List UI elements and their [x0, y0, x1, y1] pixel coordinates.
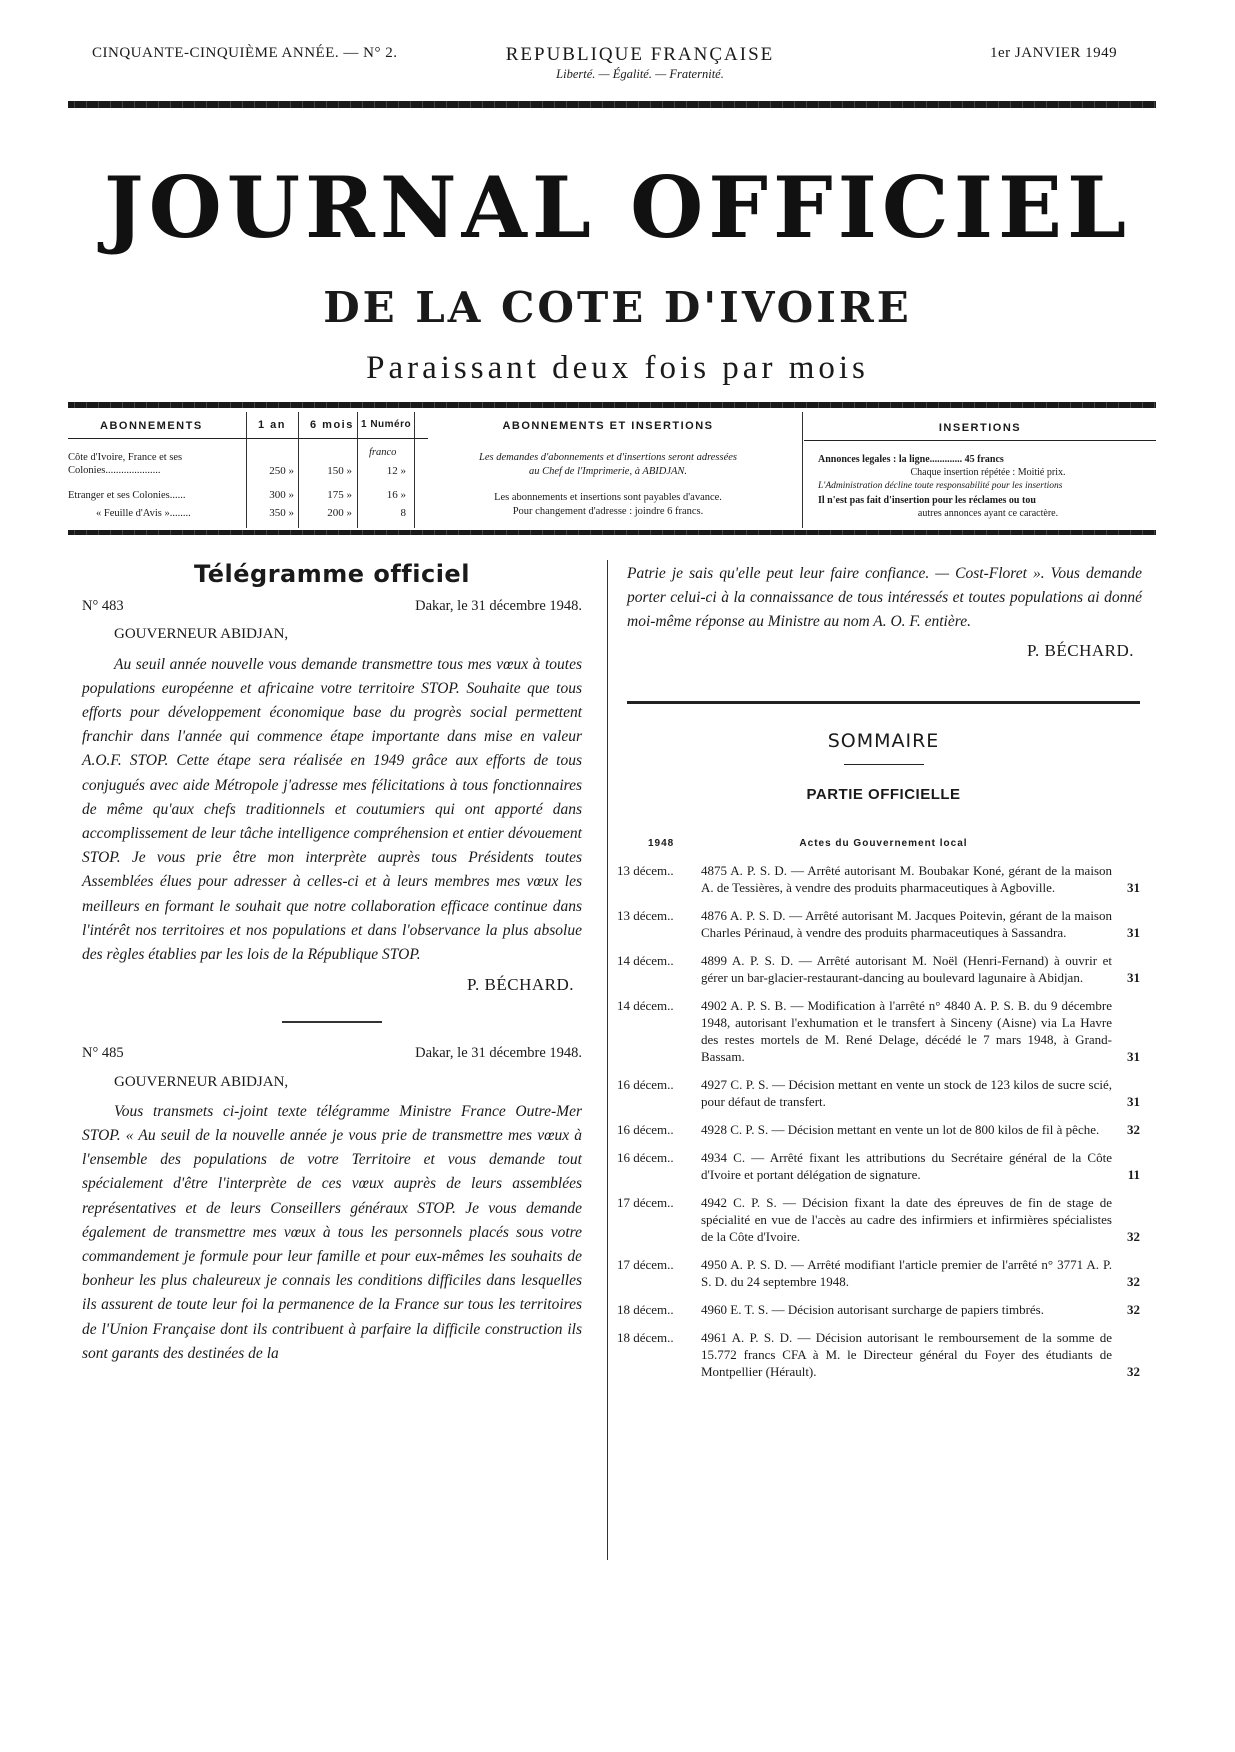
sub-row-1-1an: 250 »	[269, 465, 294, 477]
sommaire-entry-text: 4950 A. P. S. D. — Arrêté modifiant l'article premier de l'arrêté n° 3771 A. P. S. D. du 24 septembre 1948.	[701, 1257, 1112, 1289]
sub-row-3-6mois: 200 »	[327, 507, 352, 519]
sommaire-entry-text: 4928 C. P. S. — Décision mettant en vente un lot de 800 kilos de fil à pêche.	[701, 1122, 1100, 1137]
subscriptions-top-rule	[68, 402, 1156, 408]
sommaire-entry-text: 4899 A. P. S. D. — Arrêté autorisant M. Noël (Henri-Fernand) à ouvrir et gérer un bar-glacier-restaurant-dancing au boulevard lagunaire à Abidjan.	[701, 953, 1112, 985]
subscriptions-col-1an: 1 an	[258, 419, 287, 431]
subscriptions-mid-line1: Les demandes d'abonnements et d'insertions seront adressées	[478, 452, 738, 463]
sommaire-entry	[617, 1256, 1140, 1290]
sub-row-3-numero: 8	[400, 507, 406, 519]
republic-label: REPUBLIQUE FRANÇAISE	[505, 44, 775, 65]
journal-frequency: Paraissant deux fois par mois	[366, 350, 869, 386]
sub-row-3-1an: 350 »	[269, 507, 294, 519]
sommaire-entry	[617, 952, 1140, 986]
subscriptions-bottom-rule	[68, 530, 1156, 535]
sommaire-entry	[617, 1301, 1140, 1318]
sub-divider-1	[246, 412, 247, 528]
column-divider	[607, 560, 608, 1560]
telegram-continuation	[627, 562, 1142, 663]
sommaire-entry-date: 16 décem..	[617, 1150, 674, 1165]
motto: Liberté. — Égalité. — Fraternité.	[556, 67, 724, 81]
sommaire-year: 1948	[648, 838, 675, 849]
insertions-line5: autres annonces ayant ce caractère.	[917, 508, 1059, 519]
insertions-header-rule	[804, 440, 1156, 441]
sub-divider-3	[357, 412, 358, 528]
sommaire-ornament	[844, 764, 924, 765]
sommaire-entry-page: 32	[1127, 1302, 1140, 1317]
edition-number: CINQUANTE-CINQUIÈME ANNÉE. — N° 2.	[92, 45, 398, 61]
journal-subtitle: DE LA COTE D'IVOIRE	[323, 283, 912, 332]
sommaire-entry-text: 4876 A. P. S. D. — Arrêté autorisant M. Jacques Poitevin, gérant de la maison Charles Périnaud, à vendre des produits pharmaceutiques à Sassandra.	[701, 908, 1112, 940]
subscriptions-mid-title: ABONNEMENTS ET INSERTIONS	[502, 420, 714, 432]
telegram-1-text: Au seuil année nouvelle vous demande transmettre tous mes vœux à toutes populations européenne et africaine votre territoire STOP. Souhaite que tous efforts pour développement économique base du progrès social permettent franchir dans l'année qui commence étape importante dans mise en valeur A.O.F. STOP. Cette étape sera réalisée en 1949 grâce aux efforts de tous conjugués avec aide Métropole j'adresse mes félicitations à tous fonctionnaires de même qu'aux chefs traditionnels et coutumiers qui ont apporté dans accomplissement de leur tâche intelligence compréhension et entier dévouement STOP. Je vous prie être mon interprète auprès tous Présidents toutes Assemblées élues pour adresser à celles-ci et à leurs membres mes vœux les meilleurs en formant le souhait que notre collaboration efficace continue dans l'intérêt nos territoires et nos populations et dans l'observance la plus absolue des règles établies par les lois de la République STOP.	[82, 655, 582, 964]
sommaire-entry-text: 4960 E. T. S. — Décision autorisant surcharge de papiers timbrés.	[701, 1302, 1044, 1317]
subscriptions-col-header: ABONNEMENTS	[100, 420, 203, 432]
sub-row-2-6mois: 175 »	[327, 489, 352, 501]
sommaire-entry-page: 31	[1127, 880, 1140, 895]
subscriptions-col-numero: 1 Numéro	[361, 419, 412, 430]
sommaire-entry-page: 32	[1127, 1122, 1140, 1137]
telegram-1-number: N° 483	[82, 598, 124, 615]
telegram-2-signature: P. BÉCHARD.	[1026, 640, 1134, 660]
subscriptions-mid-line3: Les abonnements et insertions sont payables d'avance.	[494, 492, 722, 503]
telegram-2-header	[82, 1041, 582, 1065]
sommaire-entry-date: 18 décem..	[617, 1330, 674, 1345]
sommaire-entry-date: 17 décem..	[617, 1195, 674, 1210]
insertions-line4: Il n'est pas fait d'insertion pour les réclames ou tou	[818, 495, 1036, 506]
telegram-2-recipient: GOUVERNEUR ABIDJAN,	[114, 1073, 289, 1090]
sub-row-2-numero: 16 »	[386, 489, 406, 501]
sub-row-1-numero: 12 »	[386, 465, 406, 477]
sub-row-2-1an: 300 »	[269, 489, 294, 501]
sub-row-2-label: Etranger et ses Colonies......	[68, 490, 186, 501]
header-divider	[68, 101, 1156, 108]
sommaire-entry-text: 4934 C. — Arrêté fixant les attributions du Secrétaire général de la Côte d'Ivoire et portant délégation de signature.	[701, 1150, 1112, 1182]
sommaire-entry	[617, 1076, 1140, 1110]
sommaire-entry-page: 11	[1127, 1167, 1140, 1182]
subscriptions-mid-line4: Pour changement d'adresse : joindre 6 francs.	[512, 506, 704, 517]
sommaire-entry-page: 31	[1127, 1049, 1140, 1064]
sommaire-entry-date: 16 décem..	[617, 1122, 674, 1137]
insertions-line2: Chaque insertion répétée : Moitié prix.	[910, 467, 1066, 478]
telegram-1-recipient: GOUVERNEUR ABIDJAN,	[114, 626, 289, 643]
sommaire-entry-text: 4875 A. P. S. D. — Arrêté autorisant M. Boubakar Koné, gérant de la maison A. de Tessières, à vendre des produits pharmaceutiques à Agboville.	[701, 863, 1112, 895]
sommaire-entry-text: 4961 A. P. S. D. — Décision autorisant le remboursement de la somme de 15.772 francs CFA à M. le Directeur général du Foyer des étudiants de Montpellier (Hérault).	[701, 1330, 1112, 1379]
sub-row-1-6mois: 150 »	[327, 465, 352, 477]
sub-divider-2	[298, 412, 299, 528]
sommaire-section: Actes du Gouvernement local	[799, 838, 968, 849]
sommaire-entry-date: 13 décem..	[617, 863, 674, 878]
sommaire-entry-date: 16 décem..	[617, 1077, 674, 1092]
sommaire-entry	[617, 1149, 1140, 1183]
sommaire-title: SOMMAIRE	[827, 730, 940, 752]
subscriptions-franco: franco	[369, 447, 397, 458]
telegram-2-number: N° 485	[82, 1045, 124, 1062]
sommaire-entry-date: 18 décem..	[617, 1302, 674, 1317]
subscriptions-mid-line2: au Chef de l'Imprimerie, à ABIDJAN.	[528, 466, 688, 477]
subscriptions-col-6mois: 6 mois	[310, 419, 354, 431]
telegram-1-header	[82, 594, 582, 618]
republic-block	[470, 44, 810, 82]
telegram-1-signature: P. BÉCHARD.	[466, 975, 574, 995]
sommaire-entry-page: 31	[1127, 925, 1140, 940]
sommaire-entry	[617, 862, 1140, 896]
telegram-title: Télégramme officiel	[194, 560, 470, 588]
sommaire-entry-date: 14 décem..	[617, 998, 674, 1013]
journal-title: JOURNAL OFFICIEL	[103, 158, 1132, 257]
insertions-line1: Annonces legales : la ligne............. 45 francs	[818, 454, 1004, 465]
sub-row-1-label: Côte d'Ivoire, France et ses Colonies.....................	[68, 452, 183, 476]
sommaire-entry	[617, 1329, 1140, 1380]
subscriptions-header-rule	[68, 438, 428, 439]
sub-divider-5	[802, 412, 803, 528]
sommaire-entry-page: 32	[1127, 1229, 1140, 1244]
sommaire-entry	[617, 907, 1140, 941]
sommaire-entry	[617, 1194, 1140, 1245]
sommaire-entry-page: 31	[1127, 970, 1140, 985]
sub-divider-4	[414, 412, 415, 528]
sommaire-entry-text: 4902 A. P. S. B. — Modification à l'arrêté n° 4840 A. P. S. B. du 9 décembre 1948, autorisant l'exhumation et le transfert à Sinceny (Aisne) via La Havre des restes mortels de M. René Delage, décédé le 7 mars 1948, à Grand-Bassam.	[701, 998, 1112, 1064]
telegram-2-continued: Patrie je sais qu'elle peut leur faire confiance. — Cost-Floret ». Vous demande porter celui-ci à la connaissance de tous intéressés et toutes populations ai donné moi-même réponse au Ministre au nom A. O. F. entière.	[627, 565, 1142, 631]
sommaire-top-rule	[627, 701, 1140, 704]
sommaire-list	[617, 862, 1140, 1391]
telegram-2-place-date: Dakar, le 31 décembre 1948.	[415, 1045, 582, 1062]
sommaire-entry-text: 4942 C. P. S. — Décision fixant la date des épreuves de fin de stage de spécialité en vue de l'accès au cadre des infirmiers et infirmières spécialistes de la Côte d'Ivoire.	[701, 1195, 1112, 1244]
sommaire-entry-text: 4927 C. P. S. — Décision mettant en vente un stock de 123 kilos de sucre scié, pour défaut de transfert.	[701, 1077, 1112, 1109]
sommaire-entry	[617, 997, 1140, 1065]
telegram-separator	[282, 1021, 382, 1023]
telegram-1-place-date: Dakar, le 31 décembre 1948.	[415, 598, 582, 615]
telegram-2-text: Vous transmets ci-joint texte télégramme Ministre France Outre-Mer STOP. « Au seuil de la nouvelle année je vous prie de transmettre mes vœux à l'ensemble des populations de votre Territoire et vous demande tout spécialement d'être l'interprète de ces vœux auprès de leurs assemblées représentatives et de leurs Conseillers généraux STOP. Je vous demande également de transmettre mes vœux à tous les personnels placés sous votre commandement je formule pour leur famille et pour eux-mêmes les souhaits de bonheur les plus chaleureux je connais les conditions difficiles dans lesquelles ils assurent de toute leur foi la permanence de la France sur tous les territoires de l'Union Française dont ils contribuent à parfaire la difficile construction ils sont garants des destinées de la	[82, 1102, 582, 1362]
sommaire-entry-page: 32	[1127, 1274, 1140, 1289]
sommaire-entry	[617, 1121, 1140, 1138]
partie-officielle: PARTIE OFFICIELLE	[806, 786, 961, 803]
sommaire-entry-date: 14 décem..	[617, 953, 674, 968]
insertions-title: INSERTIONS	[938, 422, 1022, 434]
sommaire-entry-page: 31	[1127, 1094, 1140, 1109]
sommaire-entry-page: 32	[1127, 1364, 1140, 1379]
sub-row-3-label: « Feuille d'Avis »........	[96, 508, 191, 519]
issue-date: 1er JANVIER 1949	[990, 45, 1118, 61]
insertions-line3: L'Administration décline toute responsabilité pour les insertions	[818, 481, 1063, 491]
telegram-column	[82, 562, 582, 1366]
sommaire-entry-date: 17 décem..	[617, 1257, 674, 1272]
sommaire-entry-date: 13 décem..	[617, 908, 674, 923]
